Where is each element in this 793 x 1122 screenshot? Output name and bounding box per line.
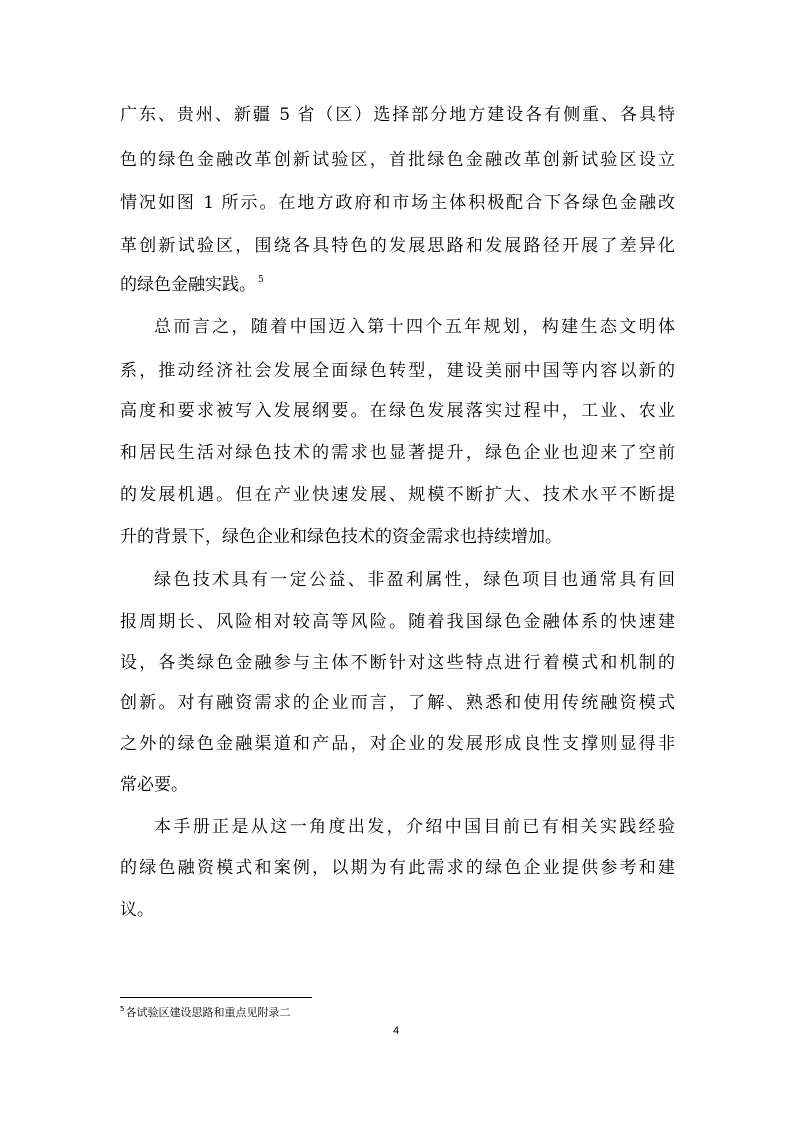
paragraph-1-line-3: 情况如图 1 所示。在地方政府和市场主体积极配合下各绿色金融改: [120, 193, 675, 213]
page-number: 4: [392, 1025, 400, 1037]
paragraph-3-line-3: 设，各类绿色金融参与主体不断针对这些特点进行着模式和机制的: [120, 653, 675, 673]
paragraph-3-line-2: 报周期长、风险相对较高等风险。随着我国绿色金融体系的快速建: [120, 612, 675, 632]
footnote-separator: [120, 997, 312, 998]
paragraph-2-line-5: 的发展机遇。但在产业快速发展、规模不断扩大、技术水平不断提: [120, 485, 675, 505]
footnote: [120, 1006, 290, 1020]
paragraph-2-line-3: 高度和要求被写入发展纲要。在绿色发展落实过程中，工业、农业: [120, 401, 675, 421]
footnote-marker: 5: [120, 1005, 125, 1013]
paragraph-1-line-2: 色的绿色金融改革创新试验区，首批绿色金融改革创新试验区设立: [120, 150, 675, 170]
paragraph-1-line-4: 革创新试验区，围绕各具特色的发展思路和发展路径开展了差异化: [120, 236, 675, 256]
paragraph-1-line-1: 广东、贵州、新疆 5 省（区）选择部分地方建设各有侧重、各具特: [120, 105, 675, 125]
paragraph-2-line-2: 系，推动经济社会发展全面绿色转型，建设美丽中国等内容以新的: [120, 361, 675, 381]
paragraph-1-line-5-text: 的绿色金融实践。: [120, 275, 256, 295]
paragraph-1-line-5: [120, 270, 675, 300]
paragraph-2-line-4: 和居民生活对绿色技术的需求也显著提升，绿色企业也迎来了空前: [120, 443, 675, 463]
paragraph-4-line-3: 议。: [120, 900, 154, 920]
paragraph-3-line-6: 常必要。: [120, 775, 188, 795]
paragraph-3-line-4: 创新。对有融资需求的企业而言，了解、熟悉和使用传统融资模式: [120, 693, 675, 713]
paragraph-4-line-1: 本手册正是从这一角度出发，介绍中国目前已有相关实践经验: [154, 817, 675, 837]
paragraph-3-line-1: 绿色技术具有一定公益、非盈利属性，绿色项目也通常具有回: [154, 570, 675, 590]
paragraph-2-line-6: 升的背景下，绿色企业和绿色技术的资金需求也持续增加。: [120, 527, 562, 547]
footnote-reference: 5: [258, 275, 264, 285]
paragraph-3-line-5: 之外的绿色金融渠道和产品，对企业的发展形成良性支撑则显得非: [120, 734, 675, 754]
paragraph-4-line-2: 的绿色融资模式和案例，以期为有此需求的绿色企业提供参考和建: [120, 858, 675, 878]
paragraph-2-line-1: 总而言之，随着中国迈入第十四个五年规划，构建生态文明体: [154, 317, 675, 337]
footnote-text: 各试验区建设思路和重点见附录二: [125, 1006, 291, 1019]
